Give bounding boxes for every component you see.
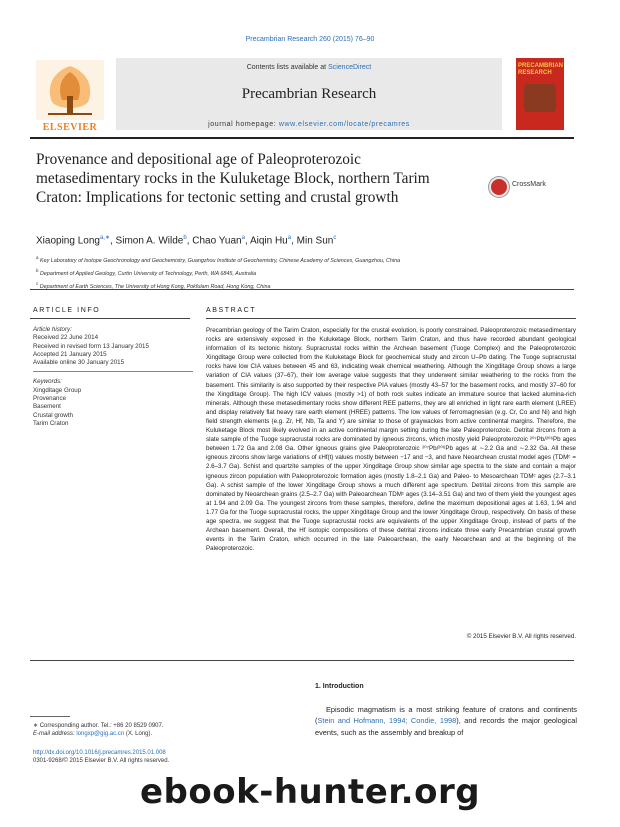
journal-homepage [116, 121, 502, 128]
history-label: Article history: [33, 326, 72, 333]
history-item: Received in revised form 13 January 2015 [33, 342, 149, 350]
keyword: Provenance [33, 395, 67, 403]
citation-link[interactable]: Stein and Hofmann, 1994; Condie, 1998 [317, 716, 457, 726]
watermark-text: ebook-hunter.org [140, 772, 481, 812]
header-divider [30, 137, 574, 139]
abstract-rule [206, 318, 576, 319]
affiliation-item: $^c$ Department of Earth Sciences, The University of Hong Kong, Pokfulam Road, Hong Kong, China [36, 280, 271, 290]
publisher-name: ELSEVIER [42, 122, 98, 133]
journal-title: Precambrian Research [241, 86, 377, 102]
article-info-heading: ARTICLE INFO [33, 307, 101, 314]
author-name[interactable]: Xiaoping Long [36, 235, 100, 247]
author-affiliation-mark[interactable]: b [183, 235, 187, 241]
author-name[interactable]: Aiqin Hu [249, 235, 288, 247]
section-heading-introduction: 1. Introduction [315, 683, 364, 690]
keyword: Xingditage Group [33, 386, 82, 394]
history-item: Available online 30 January 2015 [33, 359, 125, 367]
contents-line [116, 64, 502, 71]
cover-rock-photo [524, 84, 556, 112]
history-item: Accepted 21 January 2015 [33, 350, 107, 358]
article-title: Provenance and depositional age of Paleoproterozoic metasedimentary rocks in the Kuluketage Block, northern Tarim Craton: Implications for tectonic setting and crustal growth [36, 151, 430, 206]
abstract-bottom-rule [30, 660, 574, 661]
contents-prefix: Contents lists available at [246, 64, 329, 71]
keywords-label: Keywords: [33, 378, 62, 386]
author-affiliation-mark[interactable]: a,∗ [99, 235, 110, 241]
sciencedirect-link[interactable]: ScienceDirect [328, 64, 372, 71]
footnote-rule [30, 716, 70, 717]
elsevier-tree-logo [30, 58, 110, 130]
article-info-rule [30, 318, 190, 319]
cover-title: PRECAMBRIAN RESEARCH [518, 63, 563, 76]
crossmark-label[interactable]: CrossMark [512, 181, 546, 188]
affiliations [36, 253, 566, 291]
author-list: Xiaoping Long$^{a,∗}$, Simon A. Wilde$^b$, Chao Yuan$^a$, Aiqin Hu$^a$, Min Sun$^c$ [36, 235, 337, 247]
keyword: Basement [33, 403, 61, 411]
email-link[interactable]: longxp@gig.ac.cn [76, 731, 125, 737]
keyword: Crustal growth [33, 411, 73, 419]
abstract-copyright: © 2015 Elsevier B.V. All rights reserved. [466, 633, 576, 640]
info-divider [33, 371, 193, 372]
history-item: Received 22 June 2014 [33, 334, 99, 342]
affiliations-divider [30, 289, 574, 290]
introduction-paragraph: Episodic magmatism is a most striking feature of cratons and continents (Stein and Hofmann, 1994; Condie, 1998), and records the major geological events, such as the assembly and breakup of [315, 705, 577, 737]
abstract-heading: ABSTRACT [206, 307, 257, 314]
doi-block [33, 749, 169, 765]
affiliation-item: $^a$ Key Laboratory of Isotope Geochronology and Geochemistry, Guangzhou Institute of Geochemistry, Chinese Academy of Sciences, Guangzhou, China [36, 255, 401, 264]
author-affiliation-mark[interactable]: c [333, 235, 337, 241]
affiliation-item: $^b$ Department of Applied Geology, Curtin University of Technology, Perth, WA 6845, Australia [36, 267, 257, 277]
keyword: Tarim Craton [33, 419, 69, 427]
homepage-link[interactable]: www.elsevier.com/locate/precamres [278, 121, 410, 128]
homepage-prefix: journal homepage: [208, 121, 279, 128]
crossmark-icon[interactable] [489, 177, 509, 197]
author-name[interactable]: Simon A. Wilde [115, 235, 184, 247]
journal-reference[interactable]: Precambrian Research 260 (2015) 76–90 [245, 36, 375, 43]
article-info [33, 326, 193, 428]
issn-line: 0301-9268/© 2015 Elsevier B.V. All rights reserved. [33, 758, 170, 764]
author-affiliation-mark[interactable]: a [241, 235, 245, 241]
author-affiliation-mark[interactable]: a [287, 235, 292, 241]
doi-link[interactable]: http://dx.doi.org/10.1016/j.precamres.2015.01.008 [33, 750, 166, 756]
author-name[interactable]: Chao Yuan [192, 235, 242, 247]
author-name[interactable]: Min Sun [296, 235, 334, 247]
abstract-text: Precambrian geology of the Tarim Craton, especially for the crustal evolution, is poorly constrained. Paleoproterozoic metasedimentary rocks are extensively exposed in the Kuluketage Block, northern Tarim Craton, and thus have recorded abundant geological information of its tectonic history. Supracrustal rocks within the Archean basement (Tuoge Complex) and the Paleoproterozoic Xingditage Group were collected from the Kuluketage Block for geochemical study and zircon U–Pb dating. The Tuoge supracrustal rocks have low CIA values between 45 and 63, indicating weak chemical weathering. Although the Xingditage Group shows a large variation of CIA values (37–67), their low average value suggests that they underwent similar weathering to the rocks from the basement. This similarity is also supported by their respective PIA values (mostly 43–57 for the basement rocks, and mostly 37–60 for the Xingditage Group). The high ICV values (mostly >1) of both rock suites indicate an immature source that lacked alumina-rich minerals. Although these metasedimentary rocks show different REE patterns, they are all enriched in light rare earth element (LREE) and display relatively flat heavy rare earth element (HREE) patterns. The low values of ferromagnesian (e.g. Cr, Co and Ni) and high field strength elements (e.g. Zr, Hf, Nb, Ta and Y) are similar to those of graywackes from active continental margins. Therefore, the Kuluketage Block most likely evolved in an active continental margin setting during the late Paleoproterozoic. Detrital zircons from a slate sample of the Tuoge supracrustal rocks are dominated by igneous zircons, which mostly yield Paleoproterozoic ²⁰⁷Pb/²⁰⁶Pb ages between 1.72 Ga and 2.08 Ga. Other igneous grains give Paleoproterozoic ²⁰⁷Pb/²⁰⁶Pb ages at ∼2.2 Ga and ∼2.32 Ga. All these igneous zircons show large variations of εHf(t) values mostly between −17 and −3, and have Neoarchean crustal model ages (TDMᶜ = 2.6–3.7 Ga). Schist and quartzite samples of the upper Xingditage Group show similar age spectra to the slate and contain a major igneous zircon population with Paleoproterozoic formation ages (mostly 1.8–2.1 Ga) and Paleo- to Mesoarchean TDMᶜ ages (2.7–3.1 Ga). A schist sample of the lower Xingditage Group shows a much different age spectrum. Detrital zircons from this sample are dominated by Neoarchean grains (2.5–2.7 Ga) with Paleoarchean TDMᶜ ages (3.14–3.51 Ga) and two of them yield the youngest ages at 1.94 and 2.09 Ga. The youngest zircons from these samples, therefore, define the maximum depositional ages at 1.63, 1.94 and 1.77 Ga for the Tuoge supracrustal rocks, the upper Xingditage Group and the lower Xingditage Group, respectively. On basis of these age spectra, we suggest that the Tuoge supracrustal rocks are equivalents of the upper Xingditage Group, instead of parts of the Archean basement. Overall, the Hf isotopic compositions of these detrital zircons indicate three early Precambrian crustal growth events in the Tarim Craton, which occurred in the late Paleoarchean, the early Neoarchean and at the beginning of the Paleoproterozoic. [206, 327, 576, 553]
corresponding-author-note: ∗ Corresponding author. Tel.: +86 20 8529 0907. E-mail address: longxp@gig.ac.cn (X. Long). [33, 723, 164, 737]
